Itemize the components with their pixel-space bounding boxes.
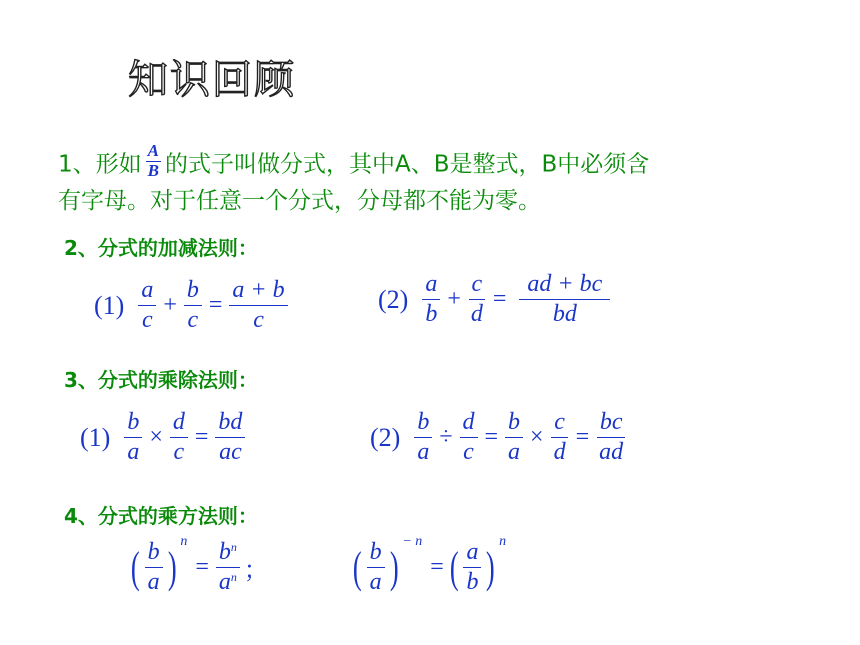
numerator: bc — [597, 410, 626, 438]
fraction — [124, 410, 142, 465]
formula-power-positive — [128, 533, 268, 596]
denominator: b — [466, 569, 479, 596]
denominator — [216, 568, 240, 595]
result-fraction — [229, 278, 287, 333]
fraction — [460, 410, 478, 465]
times-sign: × — [149, 424, 163, 451]
equals-sign: = — [430, 554, 444, 581]
fraction — [138, 278, 156, 333]
fraction — [184, 278, 202, 333]
page-title: 知识回顾 — [128, 57, 296, 103]
numerator: b — [124, 410, 142, 438]
fraction — [170, 410, 188, 465]
numerator: b — [367, 540, 385, 568]
fraction — [422, 272, 440, 327]
denominator: a — [417, 439, 430, 466]
numerator: ad + bc — [519, 272, 610, 300]
formula-multiply — [80, 410, 249, 465]
definition-prefix: 1、形如 — [58, 151, 142, 178]
right-paren: ) — [389, 543, 399, 593]
base: b — [218, 539, 231, 565]
numerator: bd — [215, 410, 245, 438]
denominator: a — [369, 569, 382, 596]
denominator: c — [142, 307, 153, 334]
fraction — [551, 410, 569, 465]
fraction — [463, 540, 481, 595]
definition-fraction — [146, 142, 161, 180]
fraction — [145, 540, 163, 595]
numerator: b — [184, 278, 202, 306]
definition-paragraph — [58, 141, 838, 218]
heading-add-subtract: 2、分式的加减法则： — [64, 236, 258, 260]
denominator: a — [508, 439, 521, 466]
numerator: a — [422, 272, 440, 300]
formula-label: (2) — [370, 422, 401, 452]
formula-label: (2) — [378, 284, 409, 314]
denominator: a — [127, 439, 140, 466]
equals-sign: = — [484, 424, 499, 451]
numerator: a — [463, 540, 481, 568]
numerator: a + b — [229, 278, 287, 306]
denominator: c — [173, 439, 185, 466]
definition-fraction-numerator: A — [147, 141, 159, 160]
divide-sign: ÷ — [439, 424, 453, 451]
numerator: b — [414, 410, 432, 438]
definition-fraction-denominator: B — [147, 160, 159, 180]
exponent: n — [499, 533, 507, 549]
equals-sign: = — [575, 424, 590, 451]
heading-multiply-divide: 3、分式的乘除法则： — [64, 368, 258, 392]
denominator: d — [553, 439, 566, 466]
exponent: n — [230, 570, 237, 585]
denominator: b — [425, 301, 438, 328]
semicolon: ； — [243, 558, 268, 585]
base: a — [218, 569, 231, 596]
right-paren: ) — [486, 543, 496, 593]
exponent: − n — [402, 533, 423, 549]
left-paren: ( — [352, 543, 362, 593]
formula-divide — [370, 410, 630, 465]
result-fraction — [215, 410, 245, 465]
formula-add-same-denominator — [94, 278, 292, 333]
equals-sign: = — [195, 554, 209, 581]
plus-sign: + — [447, 286, 461, 313]
formula-label: (1) — [80, 422, 111, 452]
formula-label: (1) — [94, 290, 125, 320]
exponent: n — [230, 540, 237, 554]
times-sign: × — [530, 424, 544, 451]
result-fraction — [596, 410, 626, 465]
fraction — [468, 272, 486, 327]
result-fraction — [216, 540, 240, 595]
denominator: c — [463, 439, 474, 466]
numerator: a — [138, 278, 156, 306]
plus-sign: + — [163, 292, 177, 319]
equals-sign: = — [194, 424, 209, 451]
numerator: d — [170, 410, 188, 438]
formula-add-different-denominator — [378, 272, 614, 327]
result-fraction — [519, 272, 610, 327]
numerator — [216, 540, 240, 568]
right-paren: ) — [167, 543, 177, 593]
denominator: ac — [219, 439, 242, 466]
denominator: c — [187, 307, 199, 334]
denominator: a — [147, 569, 160, 596]
exponent: n — [180, 533, 188, 549]
denominator: ad — [599, 439, 624, 466]
fraction — [414, 410, 432, 465]
heading-power: 4、分式的乘方法则： — [64, 504, 258, 528]
definition-suffix: 的式子叫做分式，其中A、B是整式，B中必须含 — [164, 151, 650, 178]
denominator: bd — [552, 301, 577, 328]
numerator: b — [505, 410, 523, 438]
numerator: b — [145, 540, 163, 568]
numerator: c — [469, 272, 486, 300]
denominator: c — [253, 307, 264, 334]
left-paren: ( — [449, 543, 459, 593]
fraction — [367, 540, 385, 595]
equals-sign: = — [208, 292, 223, 319]
fraction — [505, 410, 523, 465]
numerator: c — [551, 410, 568, 438]
definition-line-1 — [58, 141, 838, 184]
left-paren: ( — [130, 543, 140, 593]
definition-line-2: 有字母。对于任意一个分式，分母都不能为零。 — [58, 188, 541, 215]
equals-sign: = — [492, 286, 507, 313]
numerator: d — [460, 410, 478, 438]
formula-power-negative — [350, 533, 507, 596]
denominator: d — [470, 301, 483, 328]
